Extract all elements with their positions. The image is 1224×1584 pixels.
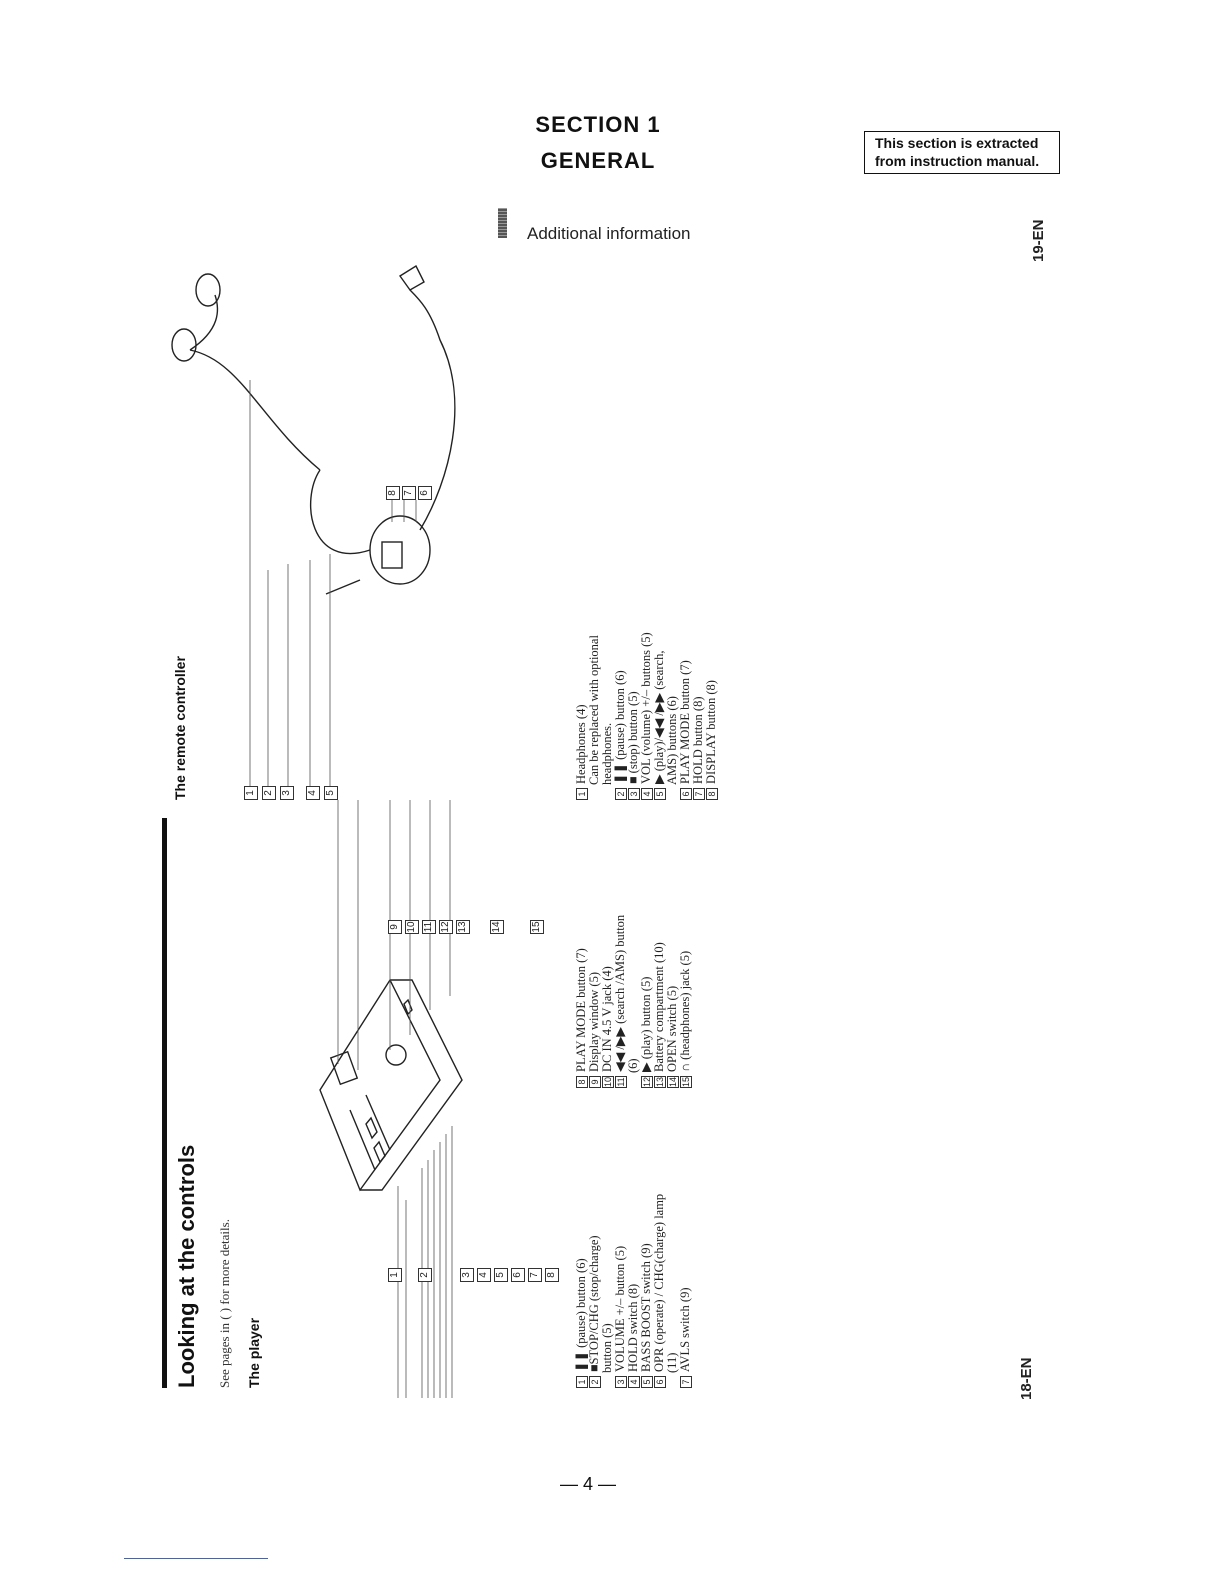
page-number-right: 19-EN <box>1030 219 1047 262</box>
note-line-1: This section is extracted <box>875 135 1039 151</box>
player-callout-6: 6 <box>511 1268 525 1282</box>
list-item: 5 BASS BOOST switch (9) <box>640 1194 653 1388</box>
section-heading: SECTION 1 <box>535 112 661 137</box>
list-item: 2 ■STOP/CHG (stop/charge) <box>588 1194 601 1388</box>
headphone-cord <box>311 470 370 554</box>
remote-callout-1: 1 <box>244 786 258 800</box>
list-item: 10 DC IN 4.5 V jack (4) <box>600 966 614 1087</box>
player-callout-3: 3 <box>460 1268 474 1282</box>
remote-body <box>370 516 430 584</box>
player-callout-10: 10 <box>406 921 417 933</box>
dc-cord <box>410 290 455 530</box>
list-item: 1 ❚❚ (pause) button (6) <box>575 1194 588 1388</box>
player-callout-7: 7 <box>528 1268 542 1282</box>
player-callout-4: 4 <box>477 1268 491 1282</box>
subtitle: See pages in ( ) for more details. <box>217 1219 232 1388</box>
list-item: 14 OPEN switch (5) <box>665 985 679 1087</box>
player-callout-1: 1 <box>388 1268 402 1282</box>
remote-callout-6: 6 <box>418 486 432 500</box>
earbud-left <box>172 329 196 361</box>
list-item: 12 ▶ (play) button (5) <box>639 976 653 1087</box>
player-callout-2: 2 <box>418 1268 432 1282</box>
remote-heading: The remote controller <box>172 656 188 800</box>
remote-display <box>382 542 402 568</box>
additional-info-heading: Additional information <box>527 224 691 243</box>
list-item: 5 ▶ (play)/◀◀ /▶▶ (search, <box>653 632 666 800</box>
list-item: 1 Headphones (4) <box>575 632 588 800</box>
list-item: 2 ❚❚ (pause) button (6) <box>614 632 627 800</box>
player-callout-11: 11 <box>423 921 434 933</box>
player-list-1: 1 ❚❚ (pause) button (6) 2 ■STOP/CHG (stop/charge) button (5) 3 VOLUME +/– button (5) 4 HOLD switch (8) 5 BASS BOOST switch (9) 6 OPR (operate) / CHG(charge) lamp (11) 7 AVLS switch (9) <box>575 1194 692 1388</box>
list-item: 4 HOLD switch (8) <box>627 1194 640 1388</box>
list-item: 8 DISPLAY button (8) <box>705 632 718 800</box>
player-callout-14: 14 <box>491 921 502 933</box>
section-title: Looking at the controls <box>174 1144 199 1388</box>
list-item: 3 VOLUME +/– button (5) <box>614 1194 627 1388</box>
player-heading: The player <box>246 1317 262 1388</box>
list-item: 9 Display window (5) <box>588 915 601 1088</box>
list-item: 6 PLAY MODE button (7) <box>679 632 692 800</box>
center-page-number: — 4 — <box>560 1474 617 1494</box>
earbud-wire <box>190 295 217 350</box>
leader-lines-right <box>338 800 450 1070</box>
disc-lid-circle <box>386 1045 406 1065</box>
remote-callout-8: 8 <box>386 486 400 500</box>
mini-plug <box>326 580 360 594</box>
player-callout-5: 5 <box>494 1268 508 1282</box>
player-callout-9: 9 <box>388 920 402 934</box>
list-item: 3 ■ (stop) button (5) <box>627 632 640 800</box>
player-callout-12: 12 <box>440 921 451 933</box>
remote-list: 1 Headphones (4) Can be replaced with optional headphones. 2 ❚❚ (pause) button (6) 3 ■ (stop) button (5) 4 VOL (volume) +/– buttons (5) 5 ▶ (play)/◀◀ /▶▶ (search, AMS) buttons (6) 6 PLAY MODE button (7) 7 HOLD button (8) 8 DISPLAY button (8) <box>575 632 718 800</box>
player-diagram <box>160 800 520 1400</box>
plug <box>400 266 424 290</box>
remote-callout-7: 7 <box>402 486 416 500</box>
player-callout-8: 8 <box>545 1268 559 1282</box>
remote-diagram <box>160 160 520 800</box>
list-item: 7 AVLS switch (9) <box>679 1194 692 1388</box>
list-item: 6 OPR (operate) / CHG(charge) lamp <box>653 1194 666 1388</box>
list-item: 4 VOL (volume) +/– buttons (5) <box>640 632 653 800</box>
list-item: 13 Battery compartment (10) <box>652 942 666 1087</box>
player-buttons <box>366 1000 412 1162</box>
note-line-2: from instruction manual. <box>875 153 1040 169</box>
remote-callout-2: 2 <box>262 786 276 800</box>
remote-callout-5: 5 <box>324 786 338 800</box>
general-heading: GENERAL <box>540 148 656 173</box>
footer-rule <box>124 1558 268 1559</box>
remote-callout-3: 3 <box>280 786 294 800</box>
player-callout-15: 15 <box>531 921 542 933</box>
player-callout-13: 13 <box>457 921 468 933</box>
display-window <box>331 1052 357 1084</box>
remote-callout-4: 4 <box>306 786 320 800</box>
headphone-cord-upper <box>190 350 320 470</box>
extract-note-box <box>864 131 1060 174</box>
list-item: 11 ◀◀ /▶▶ (search /AMS) button <box>613 914 627 1087</box>
player-list-2: 8 PLAY MODE button (7) 9 Display window (5) 10 DC IN 4.5 V jack (4) 11 ◀◀ /▶▶ (search /AMS) button (6) 12 ▶ (play) button (5) 13 Battery compartment (10) 14 OPEN switch (5) 15 ∩ (headphones) jack (5) <box>574 914 692 1087</box>
leader-lines-left <box>398 1126 452 1398</box>
list-item: 15 ∩ (headphones) jack (5) <box>678 950 692 1087</box>
list-item: 7 HOLD button (8) <box>692 632 705 800</box>
page-number-left: 18-EN <box>1018 1357 1035 1400</box>
list-item: 8 PLAY MODE button (7) <box>575 915 588 1088</box>
